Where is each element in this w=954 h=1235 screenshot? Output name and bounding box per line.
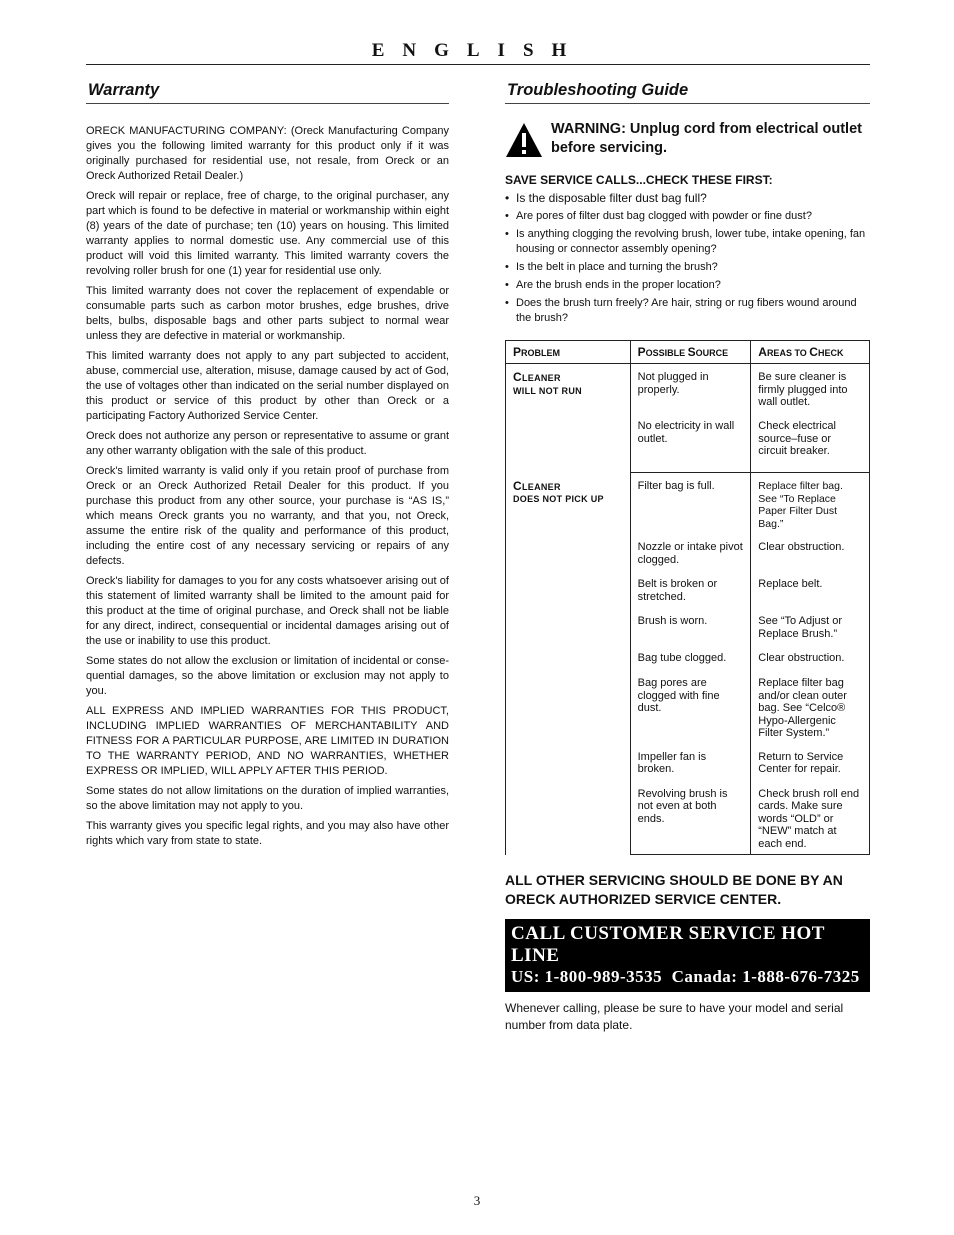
check-cell: Check brush roll end cards. Make sure words “OLD” or “NEW” match at each end. (751, 781, 870, 855)
calling-note: Whenever calling, please be sure to have your model and serial number from data plate. (505, 1001, 844, 1032)
check-cell: Return to Service Center for repair. (751, 744, 870, 781)
table-row (506, 473, 870, 535)
header-problem: PROBLEM (506, 341, 631, 364)
check-cell: Clear obstruction. (751, 534, 870, 571)
table-header-row (506, 341, 870, 364)
table-row (506, 364, 870, 414)
warranty-paragraph: This limited warranty does not apply to any part subjected to accident, abuse, commercial use, alteration, misuse, damage caused by act of God, the use of voltages other than indicated on the serial number displayed on this product or service of this product by other than Oreck or a participating Factory Authorized Service Center. (86, 350, 449, 422)
source-cell: Impeller fan is broken. (630, 744, 751, 781)
troubleshooting-title: Troubleshooting Guide (505, 78, 870, 104)
warning-text: WARNING: Unplug cord from electrical outlet before servicing. (551, 121, 862, 156)
source-cell: Not plugged in properly. (630, 364, 751, 414)
hotline-banner (505, 919, 870, 992)
list-item: • Is the disposable filter dust bag full? (505, 191, 870, 206)
check-cell: Check electrical source–fuse or circuit breaker. (751, 413, 870, 473)
warranty-title: Warranty (86, 78, 449, 104)
list-item: • Are pores of filter dust bag clogged with powder or fine dust? (505, 209, 870, 224)
list-item: • Is anything clogging the revolving brush, lower tube, intake opening, fan housing or connector assembly opening? (505, 227, 870, 257)
source-cell: No electricity in wall outlet. (630, 413, 751, 473)
warranty-paragraph: Oreck will repair or replace, free of charge, to the original purchaser, any part which is found to be defective in material or workmanship within eight (8) years of the date of purchase; ten (10) years on housing. This limited warranty applies to normal domestic use. Any commercial use of this product will void this limited warranty. This limited warranty covers the revolving roller brush for one (1) year for residential use only. (86, 190, 449, 277)
page-header-language: ENGLISH (371, 40, 585, 61)
source-cell: Brush is worn. (630, 608, 751, 645)
check-cell: Replace filter bag. See “To Replace Paper Filter Dust Bag.” (751, 473, 870, 535)
source-cell: Bag tube clogged. (630, 645, 751, 670)
list-item: • Are the brush ends in the proper location? (505, 278, 870, 293)
check-cell: Clear obstruction. (751, 645, 870, 670)
warranty-body (86, 124, 449, 849)
warranty-paragraph: This limited warranty does not cover the replacement of expendable or consumable parts such as carbon motor brushes, edge brushes, drive belts, bulbs, disposable bags and other parts subject to normal wear unless they are defective in material or workmanship. (86, 285, 449, 342)
warranty-paragraph: ALL EXPRESS AND IMPLIED WARRANTIES FOR THIS PRODUCT, INCLUDING IMPLIED WARRANTIES OF MERCHANTABILITY AND FITNESS FOR A PARTICULAR PURPOSE, ARE LIMITED IN DURATION TO THE WARRANTY PERIOD, AND NO WARRANTIES, WHETHER EXPRESS OR IMPLIED, WILL APPLY AFTER THIS PERIOD. (86, 705, 449, 777)
warranty-paragraph: Oreck does not authorize any person or representative to assume or grant any other warranty obligation with the sale of this product. (86, 430, 449, 457)
checklist (505, 191, 870, 326)
hotline-title: CALL CUSTOMER SERVICE HOT LINE (511, 923, 825, 966)
warning-box (505, 120, 870, 158)
problem-cell: CLEANER DOES NOT PICK UP (506, 473, 631, 855)
warranty-paragraph: Oreck's liability for damages to you for any costs whatsoever arising out of this statement of limited warranty shall be limited to the amount paid for this product at the time of original purchase, and Oreck shall not be liable for any direct, indirect, consequential or incidental damages arising out of the use or inability to use this product. (86, 575, 449, 647)
source-cell: Nozzle or intake pivot clogged. (630, 534, 751, 571)
check-cell: Replace belt. (751, 571, 870, 608)
save-calls-heading: SAVE SERVICE CALLS...CHECK THESE FIRST: (505, 173, 773, 187)
page-number: 3 (473, 1193, 481, 1208)
warranty-column (86, 78, 449, 854)
warning-triangle-icon (505, 122, 543, 158)
troubleshooting-table (505, 340, 870, 855)
warranty-paragraph: Some states do not allow the exclusion or limitation of incidental or conse-quential damages, so the above limitation or exclusion may not apply to you. (86, 655, 449, 697)
list-item: • Does the brush turn freely? Are hair, string or rug fibers wound around the brush? (505, 296, 870, 326)
header-possible-source: POSSIBLE SOURCE (630, 341, 751, 364)
warranty-paragraph: Some states do not allow limitations on the duration of implied warranties, so the above limitation may not apply to you. (86, 785, 449, 812)
header-areas-to-check: AREAS TO CHECK (751, 341, 870, 364)
source-cell: Belt is broken or stretched. (630, 571, 751, 608)
list-item: • Is the belt in place and turning the brush? (505, 260, 870, 275)
warranty-paragraph: ORECK MANUFACTURING COMPANY: (Oreck Manufacturing Company gives you the following limited warranty for this product only if it was originally purchased for residential use, not resale, from Oreck or an Oreck Authorized Retail Dealer.) (86, 125, 449, 182)
source-cell: Revolving brush is not even at both ends. (630, 781, 751, 855)
source-cell: Bag pores are clogged with fine dust. (630, 670, 751, 744)
check-cell: Replace filter bag and/or clean outer bag. See “Celco® Hypo-Allergenic Filter System.” (751, 670, 870, 744)
source-cell: Filter bag is full. (630, 473, 751, 535)
check-cell: See “To Adjust or Replace Brush.” (751, 608, 870, 645)
problem-cell: CLEANER WILL NOT RUN (506, 364, 631, 473)
header-divider (86, 64, 870, 65)
hotline-numbers: US: 1-800-989-3535 Canada: 1-888-676-7325 (511, 967, 860, 986)
troubleshooting-column (505, 78, 870, 1034)
check-cell: Be sure cleaner is firmly plugged into wall outlet. (751, 364, 870, 414)
warranty-paragraph: Oreck's limited warranty is valid only if you retain proof of purchase from Oreck or an Oreck Authorized Retail Dealer for this product. If you purchase this product from any other source, your purchase is “AS IS,” which means Oreck grants you no warranty, and that you, not Oreck, assume the entire risk of the quality and performance of this product, including the entire cost of any necessary servicing or repairs of any defects. (86, 465, 449, 567)
servicing-note: ALL OTHER SERVICING SHOULD BE DONE BY AN ORECK AUTHORIZED SERVICE CENTER. (505, 872, 843, 907)
warranty-paragraph: This warranty gives you specific legal rights, and you may also have other rights which vary from state to state. (86, 820, 449, 847)
